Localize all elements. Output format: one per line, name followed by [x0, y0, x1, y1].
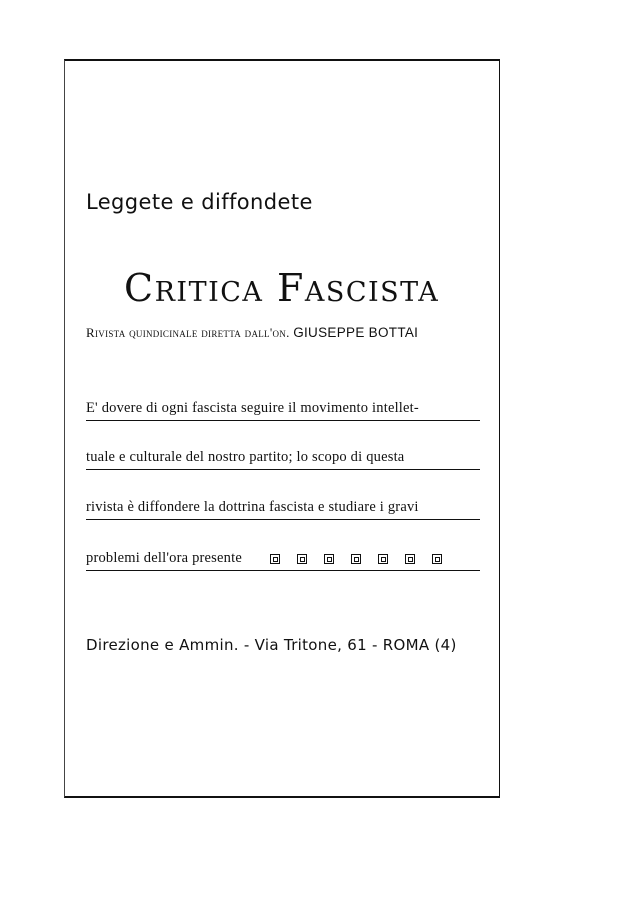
- body-line-text: rivista è diffondere la dottrina fascista e studiare i gravi: [86, 499, 419, 515]
- square-ornament-icon: [351, 554, 361, 564]
- headline: Leggete e diffondete: [86, 190, 313, 214]
- square-ornament-icon: [378, 554, 388, 564]
- subtitle-lead: Rivista quindicinale diretta dall'on.: [86, 325, 290, 340]
- body-line-text: tuale e culturale del nostro partito; lo scopo di questa: [86, 449, 405, 465]
- body-line-text: E' dovere di ogni fascista seguire il movimento intellet-: [86, 400, 419, 416]
- subtitle: [86, 325, 418, 341]
- editor-name: GIUSEPPE BOTTAI: [293, 325, 419, 340]
- body-line: [86, 499, 480, 520]
- square-ornament-icon: [297, 554, 307, 564]
- square-ornament-icon: [405, 554, 415, 564]
- body-line: [86, 449, 480, 470]
- body-line: [86, 550, 480, 571]
- body-line-text: problemi dell'ora presente: [86, 550, 242, 566]
- ornament-row: [270, 550, 442, 567]
- square-ornament-icon: [270, 554, 280, 564]
- square-ornament-icon: [324, 554, 334, 564]
- page-border-frame: [64, 59, 500, 798]
- address: Direzione e Ammin. - Via Tritone, 61 - ROMA (4): [86, 636, 457, 654]
- body-line: [86, 400, 480, 421]
- square-ornament-icon: [432, 554, 442, 564]
- masthead-title: Critica Fascista: [124, 266, 440, 310]
